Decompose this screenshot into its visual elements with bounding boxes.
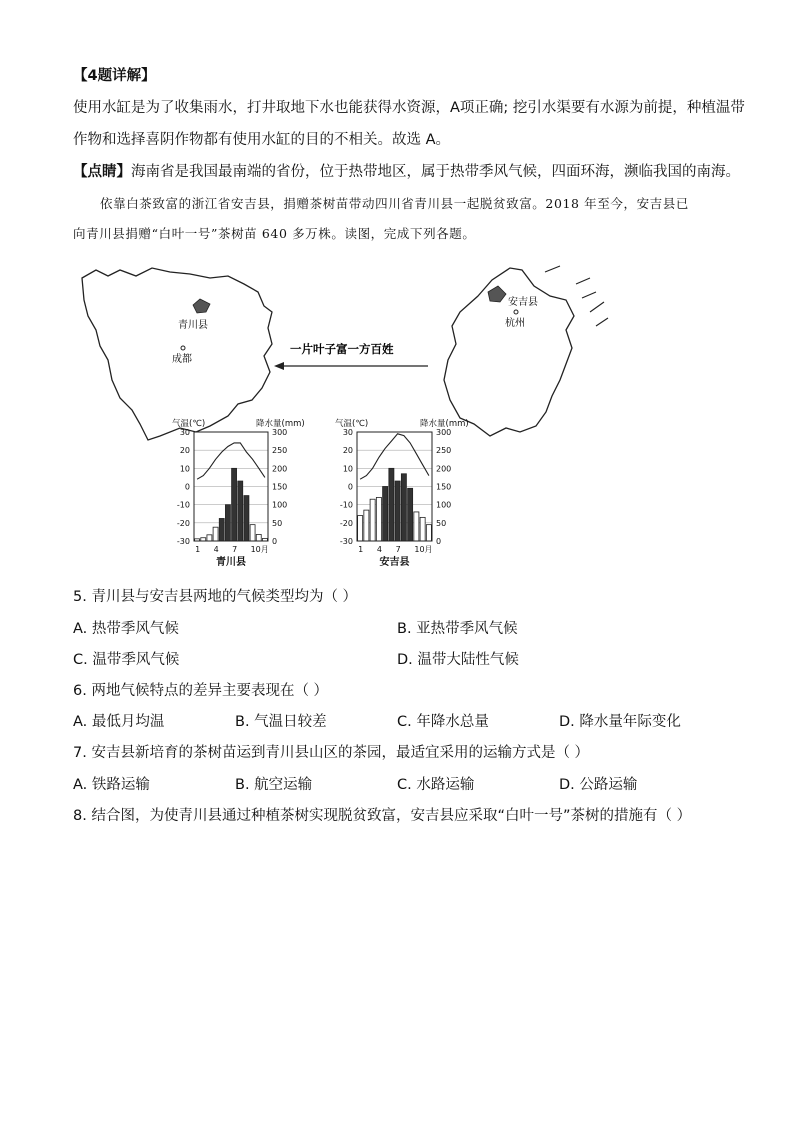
month-tick-label: 7 — [232, 545, 238, 554]
hangzhou-dot — [514, 310, 518, 314]
question-7-option-d[interactable]: D. 公路运输 — [559, 777, 638, 793]
precip-bar — [383, 487, 388, 542]
question-5-option-b[interactable]: B. 亚热带季风气候 — [397, 621, 518, 637]
climate-chart-qingchuan — [172, 418, 305, 568]
month-tick-label: 4 — [376, 545, 382, 554]
map-label-anji: 安吉县 — [508, 297, 538, 308]
question-5-option-d[interactable]: D. 温带大陆性气候 — [397, 652, 519, 668]
arrow-head — [274, 362, 284, 370]
precip-bar — [420, 517, 425, 541]
month-tick-label: 1 — [195, 545, 201, 554]
map-label-qingchuan: 青川县 — [178, 320, 208, 331]
precip-tick-label: 300 — [272, 428, 288, 437]
month-tick-label: 4 — [213, 545, 219, 554]
key-point-label: 【点睛】 — [73, 164, 131, 180]
intro-line-2: 向青川县捐赠“白叶一号”茶树苗 640 多万株。读图，完成下列各题。 — [73, 226, 476, 241]
temp-tick-label: 30 — [179, 428, 190, 437]
month-tick-label: 10月 — [414, 545, 433, 554]
temperature-curve — [360, 434, 429, 479]
precip-bar — [225, 505, 230, 541]
temp-tick-label: -10 — [176, 500, 190, 510]
precip-tick-label: 0 — [436, 537, 442, 546]
precip-tick-label: 50 — [272, 518, 283, 528]
intro-line-1: 依靠白茶致富的浙江省安吉县，捐赠茶树苗带动四川省青川县一起脱贫致富。2018 年至今，安吉县已 — [100, 196, 689, 211]
precip-bar — [401, 474, 406, 541]
precip-tick-label: 100 — [436, 500, 452, 510]
question-7-option-a[interactable]: A. 铁路运输 — [73, 777, 150, 793]
chart-title: 青川县 — [216, 557, 246, 568]
precip-tick-label: 0 — [272, 537, 278, 546]
question-5-option-c[interactable]: C. 温带季风气候 — [73, 652, 180, 668]
climate-chart-anji — [335, 418, 469, 568]
precip-bar — [213, 527, 218, 541]
precip-bar — [219, 518, 224, 541]
key-point-text: 海南省是我国最南端的省份，位于热带地区，属于热带季风气候，四面环海，濒临我国的南海。 — [131, 164, 740, 180]
temp-tick-label: -30 — [176, 537, 190, 546]
temp-axis-title: 气温(℃) — [335, 419, 369, 429]
slogan-text: 一片叶子富一方百姓 — [290, 342, 394, 356]
precip-bar — [414, 512, 419, 541]
temperature-curve — [197, 443, 265, 479]
precip-axis-title: 降水量(mm) — [420, 419, 469, 429]
chart-title: 安吉县 — [379, 557, 410, 568]
precip-bar — [426, 525, 431, 541]
precip-bar — [244, 496, 249, 541]
question-6-stem: 6. 两地气候特点的差异主要表现在（ ） — [73, 683, 329, 699]
precip-bar — [389, 468, 394, 541]
section-header: 【4题详解】 — [73, 68, 156, 84]
question-5-option-a[interactable]: A. 热带季风气候 — [73, 621, 179, 637]
precip-bar — [256, 534, 261, 541]
question-5-stem: 5. 青川县与安吉县两地的气候类型均为（ ） — [73, 589, 358, 605]
month-tick-label: 1 — [358, 545, 364, 554]
month-tick-label: 10月 — [250, 545, 269, 554]
question-6-option-a[interactable]: A. 最低月均温 — [73, 714, 165, 730]
precip-tick-label: 150 — [272, 482, 288, 492]
question-7-option-c[interactable]: C. 水路运输 — [397, 777, 475, 793]
precip-tick-label: 250 — [272, 446, 288, 456]
month-tick-label: 7 — [395, 545, 401, 554]
temp-tick-label: 30 — [342, 428, 353, 437]
zhejiang-map-outline — [444, 268, 574, 436]
precip-bar — [207, 535, 212, 541]
precip-bar — [358, 516, 363, 541]
precip-bar — [364, 510, 369, 541]
precip-bar — [395, 481, 400, 541]
temp-axis-title: 气温(℃) — [172, 419, 206, 429]
question-6-option-b[interactable]: B. 气温日较差 — [235, 714, 327, 730]
precip-tick-label: 250 — [436, 446, 452, 456]
precip-tick-label: 100 — [272, 500, 288, 510]
temp-tick-label: -30 — [339, 537, 353, 546]
precip-bar — [370, 499, 375, 541]
precip-bar — [232, 468, 237, 541]
temp-tick-label: 10 — [342, 464, 353, 474]
precip-bar — [238, 481, 243, 541]
qingchuan-marker — [193, 299, 210, 313]
precip-tick-label: 300 — [436, 428, 452, 437]
precip-bar — [250, 525, 255, 541]
question-7-stem: 7. 安吉县新培育的茶树苗运到青川县山区的茶园，最适宜采用的运输方式是（ ） — [73, 745, 590, 761]
question-8-stem: 8. 结合图，为使青川县通过种植茶树实现脱贫致富，安吉县应采取“白叶一号”茶树的措施有（ ） — [73, 808, 692, 824]
temp-tick-label: 10 — [179, 464, 190, 474]
temp-tick-label: 20 — [342, 446, 353, 456]
question-6-option-d[interactable]: D. 降水量年际变化 — [559, 714, 681, 730]
temp-tick-label: 0 — [184, 482, 190, 492]
precip-tick-label: 50 — [436, 518, 447, 528]
temp-tick-label: -20 — [176, 518, 190, 528]
temp-tick-label: -20 — [339, 518, 353, 528]
question-6-option-c[interactable]: C. 年降水总量 — [397, 714, 489, 730]
coast-islands — [545, 266, 608, 326]
anji-marker — [488, 286, 506, 302]
question-7-option-b[interactable]: B. 航空运输 — [235, 777, 313, 793]
map-label-hangzhou: 杭州 — [505, 318, 525, 329]
precip-bar — [408, 488, 413, 541]
precip-tick-label: 150 — [436, 482, 452, 492]
map-label-chengdu: 成都 — [172, 354, 192, 365]
precip-bar — [376, 497, 381, 541]
temp-tick-label: 20 — [179, 446, 190, 456]
precip-tick-label: 200 — [436, 464, 452, 474]
precip-axis-title: 降水量(mm) — [256, 419, 305, 429]
temp-tick-label: -10 — [339, 500, 353, 510]
chengdu-dot — [181, 346, 185, 350]
temp-tick-label: 0 — [347, 482, 353, 492]
explanation-line-1: 使用水缸是为了收集雨水，打井取地下水也能获得水资源，A项正确; 挖引水渠要有水源为前提，种植温带 — [73, 100, 745, 116]
explanation-line-2: 作物和选择喜阴作物都有使用水缸的目的不相关。故选 A。 — [73, 132, 451, 148]
precip-tick-label: 200 — [272, 464, 288, 474]
